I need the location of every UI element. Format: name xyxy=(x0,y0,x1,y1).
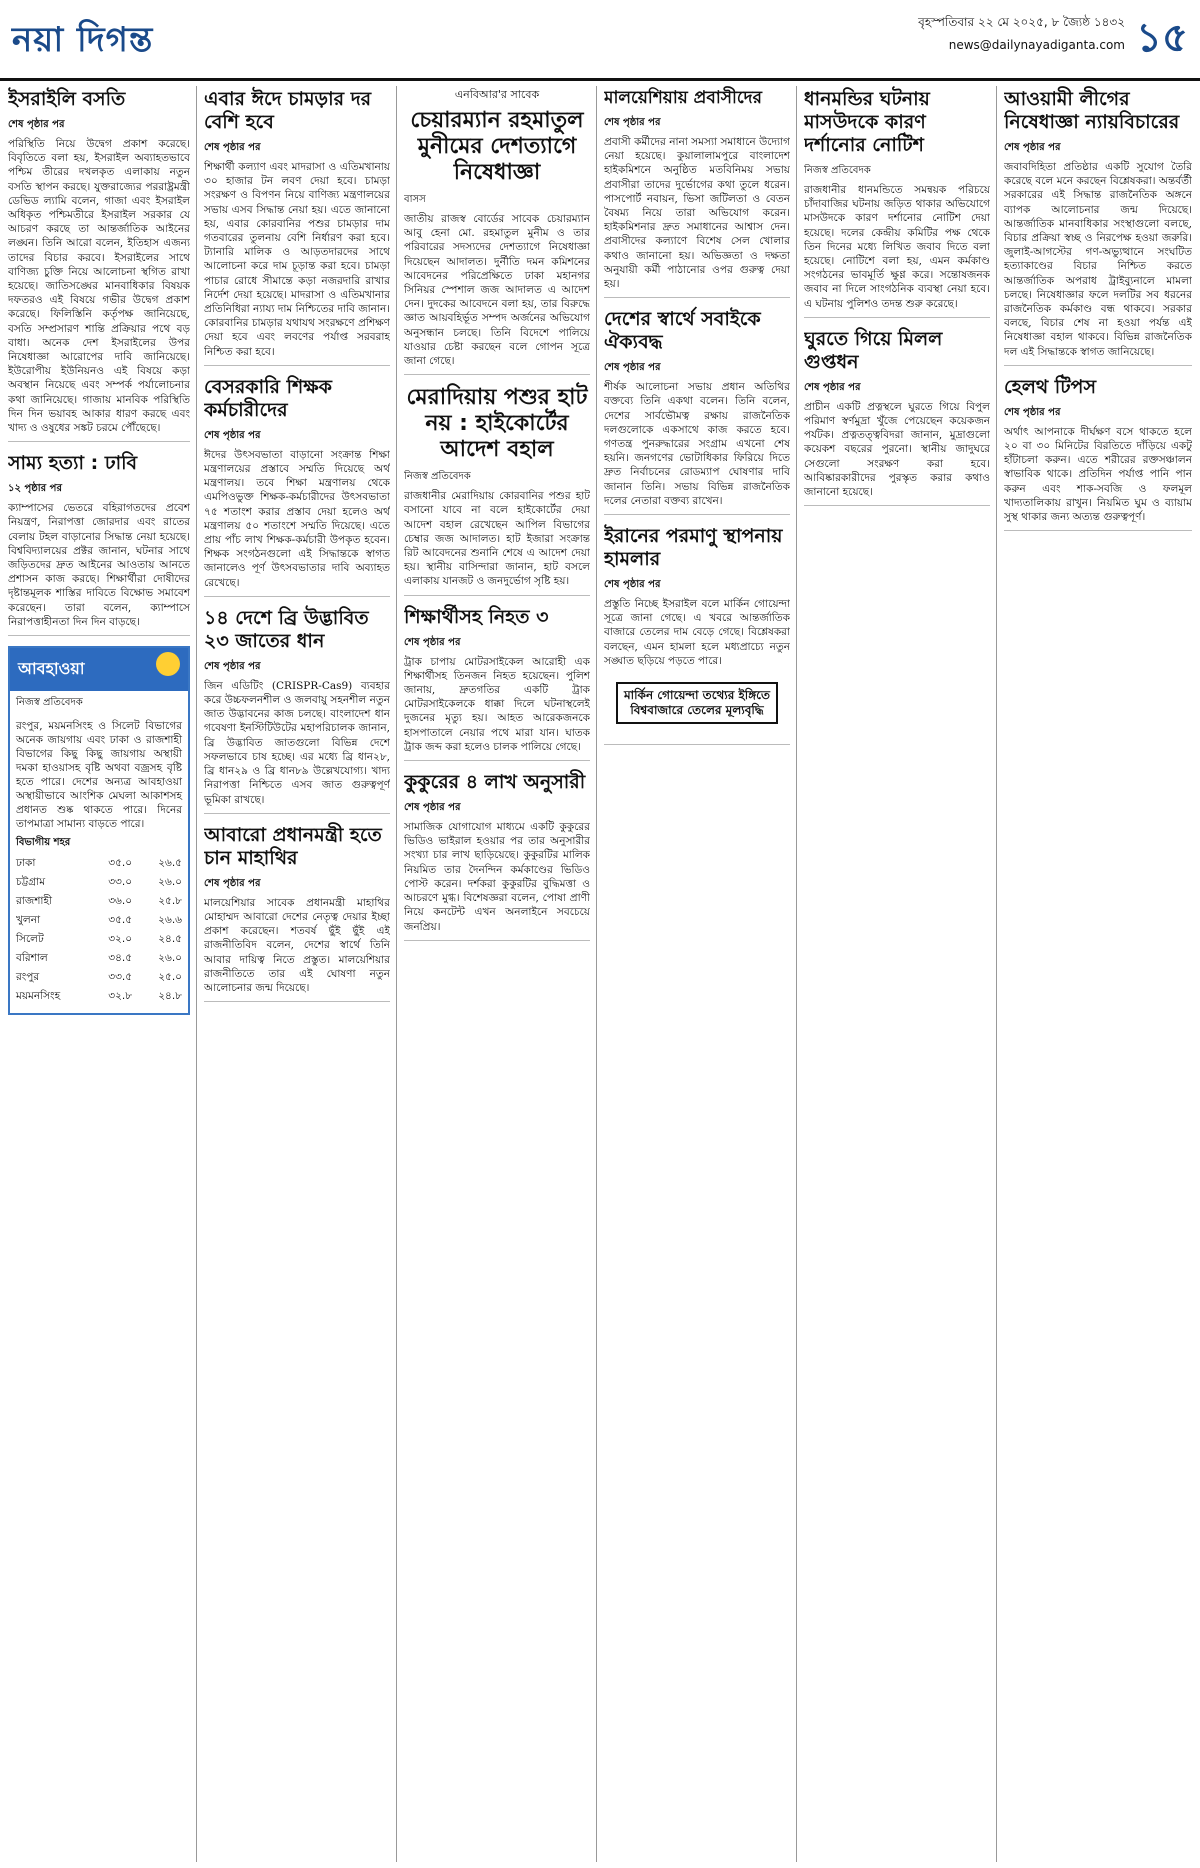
weather-city: ময়মনসিংহ xyxy=(16,990,61,1003)
weather-max: ৩৬.০ xyxy=(108,895,133,908)
contact-email[interactable]: news@dailynayadiganta.com xyxy=(948,38,1125,52)
continued-label: শেষ পৃষ্ঠার পর xyxy=(604,117,661,128)
weather-table xyxy=(10,855,188,1007)
weather-byline: নিজস্ব প্রতিবেদক xyxy=(16,697,83,709)
weather-city: চট্টগ্রাম xyxy=(16,876,46,889)
article-body: মালয়েশিয়ার সাবেক প্রধানমন্ত্রী মাহাথির মোহাম্মদ আবারো দেশের নেতৃত্ব দেয়ার ইচ্ছা প্রকাশ করেছেন। শতবর্ষ ছুঁই ছুঁই এই রাজনীতিবিদ বলেন, দেশের স্বার্থে তিনি আবার দায়িত্ব নিতে প্রস্তুত। মালয়েশিয়ার রাজনীতিতে তার এই ঘোষণা নতুন আলোচনার জন্ম দিয়েছে। xyxy=(204,896,390,994)
article-byline: নিজস্ব প্রতিবেদক xyxy=(804,165,871,176)
article-israeli-settlement xyxy=(8,88,190,442)
weather-forecast: রংপুর, ময়মনসিংহ ও সিলেট বিভাগের অনেক জায়গায় এবং ঢাকা ও রাজশাহী বিভাগের কিছু কিছু জায়গায় অস্থায়ী দমকা হাওয়াসহ বৃষ্টি অথবা বজ্রসহ বৃষ্টি হতে পারে। দেশের অন্যত্র আবহাওয়া অস্থায়ীভাবে আংশিক মেঘলা আকাশসহ প্রধানত শুষ্ক থাকতে পারে। দিনের তাপমাত্রা সামান্য বাড়তে পারে। xyxy=(16,720,182,831)
article-headline: মালয়েশিয়ায় প্রবাসীদের xyxy=(604,88,762,108)
weather-table-heading: বিভাগীয় শহর xyxy=(16,837,71,849)
article-dog-followers xyxy=(404,771,590,941)
weather-max: ৩৫.৫ xyxy=(108,914,133,927)
continued-label: শেষ পৃষ্ঠার পর xyxy=(204,429,261,441)
article-body: ক্যাম্পাসের ভেতরে বহিরাগতদের প্রবেশ নিয়ন্ত্রণ, নিরাপত্তা জোরদার এবং রাতের বেলায় টহল বাড়ানোর সিদ্ধান্ত নেয়া হয়েছে। বিশ্ববিদ্যালয়ের প্রক্টর জানান, ঘটনার সাথে জড়িতদের দ্রুত আইনের আওতায় আনতে প্রশাসন কাজ করছে। শিক্ষার্থীরা দোষীদের দৃষ্টান্তমূলক শাস্তির দাবিতে বিক্ষোভ সমাবেশ করেছেন। তারা বলেন, ক্যাম্পাসে নিরাপত্তাহীনতা দিন দিন বাড়ছে। xyxy=(8,502,190,628)
weather-min: ২৪.৫ xyxy=(158,933,182,946)
weather-title: আবহাওয়া xyxy=(10,648,188,691)
pull-quote-box: মার্কিন গোয়েন্দা তথ্যের ইঙ্গিতে বিশ্ববাজারে তেলের মূল্যবৃদ্ধি xyxy=(616,682,778,724)
article-malaysia-expats xyxy=(604,88,790,298)
article-body: ঈদের উৎসবভাতা বাড়ানো সংক্রান্ত শিক্ষা মন্ত্রণালয়ের প্রস্তাবে সম্মতি দিয়েছে অর্থ মন্ত্রণালয়। তবে শিক্ষা মন্ত্রণালয় থেকে এমপিওভুক্ত শিক্ষক-কর্মচারীদের উৎসবভাতা ৭৫ শতাংশ করার প্রস্তাব দেয়া হলেও অর্থ মন্ত্রণালয় ৫০ শতাংশে সম্মতি দিয়েছে। এতে প্রায় পাঁচ লাখ শিক্ষক-কর্মচারী উপকৃত হবেন। শিক্ষক সংগঠনগুলো এই সিদ্ধান্তকে স্বাগত জানালেও পূর্ণ উৎসবভাতার দাবি অব্যাহত রেখেছে। xyxy=(204,448,390,589)
continued-label: ১২ পৃষ্ঠার পর xyxy=(8,483,62,495)
weather-min: ২৬.০ xyxy=(158,876,182,889)
article-headline: মেরাদিয়ায় পশুর হাট নয় : হাইকোর্টের আদেশ বহাল xyxy=(406,385,588,463)
weather-city: বরিশাল xyxy=(16,952,48,965)
article-bri-rice xyxy=(204,607,390,814)
page-number: ১৫ xyxy=(1136,15,1188,61)
article-headline: বেসরকারি শিক্ষক কর্মচারীদের xyxy=(204,375,332,421)
article-headline: ১৪ দেশে ব্রি উদ্ভাবিত ২৩ জাতের ধান xyxy=(204,606,369,652)
article-nbr-chairman xyxy=(404,86,590,375)
article-headline: ইসরাইলি বসতি xyxy=(8,88,126,110)
continued-label: শেষ পৃষ্ঠার পর xyxy=(1004,406,1061,418)
weather-box xyxy=(8,646,190,1015)
column-2 xyxy=(204,86,390,1862)
article-samya-murder xyxy=(8,452,190,636)
weather-row xyxy=(10,988,188,1007)
article-byline: বাসস xyxy=(404,194,426,205)
sun-icon xyxy=(156,652,180,676)
article-headline: চেয়ারম্যান রহমাতুল মুনীমের দেশত্যাগে নিষেধাজ্ঞা xyxy=(410,108,584,185)
article-headline: হেলথ টিপস xyxy=(1004,375,1097,398)
issue-date: বৃহস্পতিবার ২২ মে ২০২৫, ৮ জ্যৈষ্ঠ ১৪৩২ xyxy=(918,15,1125,29)
article-body: প্রবাসী কর্মীদের নানা সমস্যা সমাধানে উদ্যোগ নেয়া হয়েছে। কুয়ালালামপুরে বাংলাদেশ হাইকমিশনে অনুষ্ঠিত মতবিনিময় সভায় প্রবাসীরা তাদের দুর্ভোগের কথা তুলে ধরেন। পাসপোর্ট নবায়ন, ভিসা জটিলতা ও বেতন বৈষম্য নিয়ে তারা অভিযোগ করেন। হাইকমিশনার দ্রুত সমাধানের আশ্বাস দেন। প্রবাসীদের কল্যাণে বিশেষ সেল খোলার কথাও জানানো হয়। অভিজ্ঞতা ও দক্ষতা অনুযায়ী কর্মী পাঠানোর ওপর গুরুত্ব দেয়া হয়। xyxy=(604,136,790,291)
article-headline: ঘুরতে গিয়ে মিলল গুপ্তধন xyxy=(804,327,943,373)
column-1 xyxy=(8,86,190,1862)
article-body: প্রাচীন একটি প্রত্নস্থলে ঘুরতে গিয়ে বিপুল পরিমাণ স্বর্ণমুদ্রা খুঁজে পেয়েছেন কয়েকজন পর্যটক। প্রত্নতত্ত্ববিদরা জানান, মুদ্রাগুলো কয়েকশ বছরের পুরনো। স্থানীয় জাদুঘরে সেগুলো সংরক্ষণ করা হবে। আবিষ্কারকারীদের পুরস্কৃত করার কথাও জানানো হয়েছে। xyxy=(804,400,990,499)
masthead xyxy=(0,0,1200,81)
article-headline: ধানমন্ডির ঘটনায় মাসউদকে কারণ দর্শানোর নোটিশ xyxy=(804,88,930,156)
weather-row xyxy=(10,893,188,912)
weather-max: ৩২.৮ xyxy=(108,990,133,1003)
weather-min: ২৬.০ xyxy=(158,952,182,965)
article-headline: দেশের স্বার্থে সবাইকে ঐক্যবদ্ধ xyxy=(604,308,761,354)
article-headline: কুকুরের ৪ লাখ অনুসারী xyxy=(404,771,586,794)
continued-label: শেষ পৃষ্ঠার পর xyxy=(204,877,261,889)
weather-city: রাজশাহী xyxy=(16,895,52,908)
continued-label: শেষ পৃষ্ঠার পর xyxy=(404,636,461,648)
weather-min: ২৫.০ xyxy=(158,971,182,984)
article-meradia-cattle-market xyxy=(404,385,590,595)
article-health-tips xyxy=(1004,376,1192,531)
weather-min: ২৬.৬ xyxy=(158,914,182,927)
article-body: জাতীয় রাজস্ব বোর্ডের সাবেক চেয়ারম্যান আবু হেনা মো. রহমাতুল মুনীম ও তার পরিবারের সদস্যদের দেশত্যাগে নিষেধাজ্ঞা দিয়েছেন আদালত। দুর্নীতি দমন কমিশনের আবেদনের পরিপ্রেক্ষিতে ঢাকা মহানগর সিনিয়র স্পেশাল জজ আদালত এ আদেশ দেন। দুদকের আবেদনে বলা হয়, তার বিরুদ্ধে জ্ঞাত আয়বহির্ভূত সম্পদ অর্জনের অভিযোগ অনুসন্ধান চলছে। তিনি বিদেশে পালিয়ে যাওয়ার চেষ্টা করছেন বলে গোপন সূত্রে জানা গেছে। xyxy=(404,213,590,368)
weather-city: খুলনা xyxy=(16,914,41,927)
weather-city: সিলেট xyxy=(16,933,44,946)
article-leather-price xyxy=(204,88,390,366)
article-body: শীর্ষক আলোচনা সভায় প্রধান অতিথির বক্তব্যে তিনি একথা বলেন। তিনি বলেন, দেশের সার্বভৌমত্ব রক্ষায় রাজনৈতিক দলগুলোকে একসাথে কাজ করতে হবে। গণতন্ত্র পুনরুদ্ধারের সংগ্রাম এখনো শেষ হয়নি। জনগণের ভোটাধিকার ফিরিয়ে দিতে দ্রুত নির্বাচনের রোডম্যাপ ঘোষণার দাবি জানান তিনি। সভায় বিভিন্ন রাজনৈতিক দলের নেতারা বক্তব্য রাখেন। xyxy=(604,381,790,507)
weather-row xyxy=(10,855,188,874)
continued-label: শেষ পৃষ্ঠার পর xyxy=(8,119,65,130)
article-body: সামাজিক যোগাযোগ মাধ্যমে একটি কুকুরের ভিডিও ভাইরাল হওয়ার পর তার অনুসারীর সংখ্যা চার লাখ ছাড়িয়েছে। কুকুরটির মালিক নিয়মিত তার দৈনন্দিন কর্মকাণ্ডের ভিডিও পোস্ট করেন। দর্শকরা কুকুরটির বুদ্ধিমত্তা ও আচরণে মুগ্ধ। বিশেষজ্ঞরা বলেন, পোষা প্রাণী নিয়ে কনটেন্ট এখন অনলাইনে সবচেয়ে জনপ্রিয়। xyxy=(404,821,590,933)
article-dhanmondi-notice xyxy=(804,88,990,318)
continued-label: শেষ পৃষ্ঠার পর xyxy=(404,802,461,814)
article-student-killed xyxy=(404,606,590,761)
weather-max: ৩৩.০ xyxy=(108,876,133,889)
article-awami-league-ban xyxy=(1004,88,1192,366)
article-body: জবাবদিহিতা প্রতিষ্ঠার একটি সুযোগ তৈরি করেছে বলে মনে করছেন বিশ্লেষকরা। অন্তর্বর্তী সরকারের এই সিদ্ধান্ত রাজনৈতিক অঙ্গনে ব্যাপক আলোচনার জন্ম দিয়েছে। আন্তর্জাতিক মানবাধিকার সংস্থাগুলো বলছে, বিচার প্রক্রিয়া স্বচ্ছ ও নিরপেক্ষ হওয়া জরুরি। জুলাই-আগস্টের গণ-অভ্যুত্থানে সংঘটিত হত্যাকাণ্ডের বিচার নিশ্চিত করতে আন্তর্জাতিক অপরাধ ট্রাইব্যুনালে মামলা চলছে। নিষেধাজ্ঞার ফলে দলটির সব ধরনের রাজনৈতিক কর্মকাণ্ড বন্ধ থাকবে। সরকার বলছে, বিচার শেষ না হওয়া পর্যন্ত এই নিষেধাজ্ঞা বহাল থাকবে। বিভিন্ন রাজনৈতিক দল এই সিদ্ধান্তকে স্বাগত জানিয়েছে। xyxy=(1004,161,1192,358)
article-iran-nuclear xyxy=(604,525,790,745)
weather-min: ২৪.৮ xyxy=(158,990,182,1003)
article-headline: শিক্ষার্থীসহ নিহত ৩ xyxy=(404,605,549,628)
continued-label: শেষ পৃষ্ঠার পর xyxy=(1004,142,1061,153)
article-byline: নিজস্ব প্রতিবেদক xyxy=(404,471,471,483)
weather-city: ঢাকা xyxy=(16,857,36,870)
article-body: রাজধানীর মেরাদিয়ায় কোরবানির পশুর হাট বসানো যাবে না বলে হাইকোর্টের দেয়া আদেশ বহাল রেখেছেন আপিল বিভাগের চেম্বার জজ আদালত। হাট ইজারা সংক্রান্ত রিট আবেদনের শুনানি শেষে এ আদেশ দেয়া হয়। স্থানীয় বাসিন্দারা জানান, হাট বসলে এলাকায় যানজট ও জনদুর্ভোগ সৃষ্টি হয়। xyxy=(404,490,590,588)
weather-max: ৩৩.৫ xyxy=(108,971,133,984)
weather-max: ৩৪.৫ xyxy=(108,952,133,965)
article-treasure-found xyxy=(804,328,990,506)
weather-row xyxy=(10,912,188,931)
article-body: রাজধানীর ধানমন্ডিতে সমন্বয়ক পরিচয়ে চাঁদাবাজির ঘটনায় জড়িত থাকার অভিযোগে মাসউদকে কারণ দর্শানোর নোটিশ দেয়া হয়েছে। দলের কেন্দ্রীয় কমিটির পক্ষ থেকে তিন দিনের মধ্যে লিখিত জবাব দিতে বলা হয়েছে। নোটিশে বলা হয়, এমন কর্মকাণ্ড সংগঠনের ভাবমূর্তি ক্ষুণ্ণ করে। সন্তোষজনক জবাব না দিলে সাংগঠনিক ব্যবস্থা নেয়া হবে। এ ঘটনায় পুলিশও তদন্ত শুরু করেছে। xyxy=(804,184,990,310)
article-headline: সাম্য হত্যা : ঢাবি xyxy=(8,452,138,475)
weather-min: ২৫.৮ xyxy=(158,895,182,908)
article-mahathir xyxy=(204,824,390,1002)
article-national-unity xyxy=(604,308,790,515)
weather-max: ৩২.০ xyxy=(108,933,133,946)
continued-label: শেষ পৃষ্ঠার পর xyxy=(604,362,661,374)
article-kicker: এনবিআর'র সাবেক xyxy=(454,88,540,101)
continued-label: শেষ পৃষ্ঠার পর xyxy=(204,142,261,153)
continued-label: শেষ পৃষ্ঠার পর xyxy=(204,660,261,672)
weather-max: ৩৫.০ xyxy=(108,857,133,870)
article-headline: ইরানের পরমাণু স্থাপনায় হামলার xyxy=(604,525,783,571)
article-body: জিন এডিটিং (CRISPR-Cas9) ব্যবহার করে উচ্চফলনশীল ও জলবায়ু সহনশীল নতুন জাত উদ্ভাবনের কাজ চলছে। বাংলাদেশ ধান গবেষণা ইনস্টিটিউটের মহাপরিচালক জানান, ব্রি উদ্ভাবিত জাতগুলো বিভিন্ন দেশে সফলভাবে চাষ হচ্ছে। এর মধ্যে ব্রি ধান২৮, ব্রি ধান২৯ ও ব্রি ধান৮৯ উল্লেখযোগ্য। খাদ্য নিরাপত্তা নিশ্চিতে এসব জাত গুরুত্বপূর্ণ ভূমিকা রাখছে। xyxy=(204,679,390,806)
continued-label: শেষ পৃষ্ঠার পর xyxy=(804,381,861,393)
weather-row xyxy=(10,874,188,893)
weather-min: ২৬.৫ xyxy=(158,857,182,870)
article-headline: এবার ঈদে চামড়ার দর বেশি হবে xyxy=(204,88,372,133)
article-headline: আওয়ামী লীগের নিষেধাজ্ঞা ন্যায়বিচারের xyxy=(1004,88,1180,133)
article-body: শিক্ষার্থী কল্যাণ এবং মাদরাসা ও এতিমখানায় ৩০ হাজার টন লবণ দেয়া হবে। চামড়া সংরক্ষণ ও বিপণন নিয়ে বাণিজ্য মন্ত্রণালয়ের সভায় এসব সিদ্ধান্ত নেয়া হয়। এতে জানানো হয়, এবার কোরবানির পশুর চামড়ার দাম গতবারের তুলনায় বেশি নির্ধারণ করা হবে। ট্যানারি মালিক ও আড়তদারদের সাথে আলোচনা করে দাম চূড়ান্ত করা হবে। চামড়া পাচার রোধে সীমান্তে কড়া নজরদারি রাখার নির্দেশ দেয়া হয়েছে। মাদরাসা ও এতিমখানার প্রতিনিধিরা ন্যায্য দাম নিশ্চিতের দাবি জানান। কোরবানির চামড়ার যথাযথ সংরক্ষণে প্রশিক্ষণ দেয়া হবে এবং লবণের পর্যাপ্ত সরবরাহ নিশ্চিত করা হবে। xyxy=(204,161,390,358)
weather-row xyxy=(10,969,188,988)
article-private-teachers xyxy=(204,376,390,597)
column-3 xyxy=(404,86,590,1862)
continued-label: শেষ পৃষ্ঠার পর xyxy=(604,579,661,591)
column-5 xyxy=(804,86,990,1862)
weather-row xyxy=(10,931,188,950)
article-body: প্রস্তুতি নিচ্ছে ইসরাইল বলে মার্কিন গোয়েন্দা সূত্রে জানা গেছে। এ খবরে আন্তর্জাতিক বাজারে তেলের দাম বেড়ে গেছে। বিশ্লেষকরা বলছেন, এমন হামলা হলে মধ্যপ্রাচ্যে নতুন সঙ্ঘাত ছড়িয়ে পড়তে পারে। xyxy=(604,598,790,667)
weather-city: রংপুর xyxy=(16,971,40,984)
column-6 xyxy=(1004,86,1192,1862)
column-4 xyxy=(604,86,790,1862)
weather-row xyxy=(10,950,188,969)
article-body: অর্থাৎ আপনাকে দীর্ঘক্ষণ বসে থাকতে হলে ২০ বা ৩০ মিনিটের বিরতিতে দাঁড়িয়ে একটু হাঁটাচলা করুন। এতে শরীরের রক্তসঞ্চালন স্বাভাবিক থাকে। প্রতিদিন পর্যাপ্ত পানি পান করুন এবং শাক-সবজি ও ফলমূল খাদ্যতালিকায় রাখুন। নিয়মিত ঘুম ও ব্যায়াম সুস্থ থাকার জন্য অত্যন্ত গুরুত্বপূর্ণ। xyxy=(1004,425,1192,524)
article-body: পরিস্থিতি নিয়ে উদ্বেগ প্রকাশ করেছে। বিবৃতিতে বলা হয়, ইসরাইল অব্যাহতভাবে পশ্চিম তীরের দখলকৃত এলাকায় নতুন বসতি স্থাপন করছে। যুক্তরাজ্যের পররাষ্ট্রমন্ত্রী ডেভিড ল্যামি বলেন, গাজা এবং ইসরাইল অধিকৃত পশ্চিমতীরে ইসরাইল সরকার যে আচরণ করছে তা আন্তর্জাতিক আইনের লঙ্ঘন। তিনি আরো বলেন, ইতিহাস এজন্য তাদের বিচার করবে। ইসরাইলের সাথে বাণিজ্য চুক্তি নিয়ে আলোচনা স্থগিত রাখা হয়েছে। জাতিসঙ্ঘের মানবাধিকার বিষয়ক দফতরও এই বিষয়ে গভীর উদ্বেগ প্রকাশ করেছে। ফিলিস্তিনি কর্তৃপক্ষ জানিয়েছে, বসতি সম্প্রসারণ শান্তি প্রক্রিয়ার পথে বড় বাধা। অনেক দেশ ইসরাইলের উপর নিষেধাজ্ঞা আরোপের দাবি জানিয়েছে। ইউরোপীয় ইউনিয়নও এই বিষয়ে কড়া অবস্থান নিয়েছে এবং সম্পর্ক পর্যালোচনার কথা জানিয়েছে। গাজায় মানবিক পরিস্থিতি দিন দিন ভয়াবহ আকার ধারণ করছে এবং খাদ্য ও ওষুধের সঙ্কট চরমে পৌঁছেছে। xyxy=(8,138,190,435)
newspaper-logo: নয়া দিগন্ত xyxy=(12,20,154,60)
article-body: ট্রাক চাপায় মোটরসাইকেল আরোহী এক শিক্ষার্থীসহ তিনজন নিহত হয়েছেন। পুলিশ জানায়, দ্রুতগতির একটি ট্রাক মোটরসাইকেলকে ধাক্কা দিলে ঘটনাস্থলেই দুজনের মৃত্যু হয়। আহত আরেকজনকে হাসপাতালে নেয়ার পথে মারা যান। ঘাতক ট্রাক জব্দ করা হলেও চালক পালিয়ে গেছে। xyxy=(404,655,590,753)
article-headline: আবারো প্রধানমন্ত্রী হতে চান মাহাথির xyxy=(204,823,382,869)
